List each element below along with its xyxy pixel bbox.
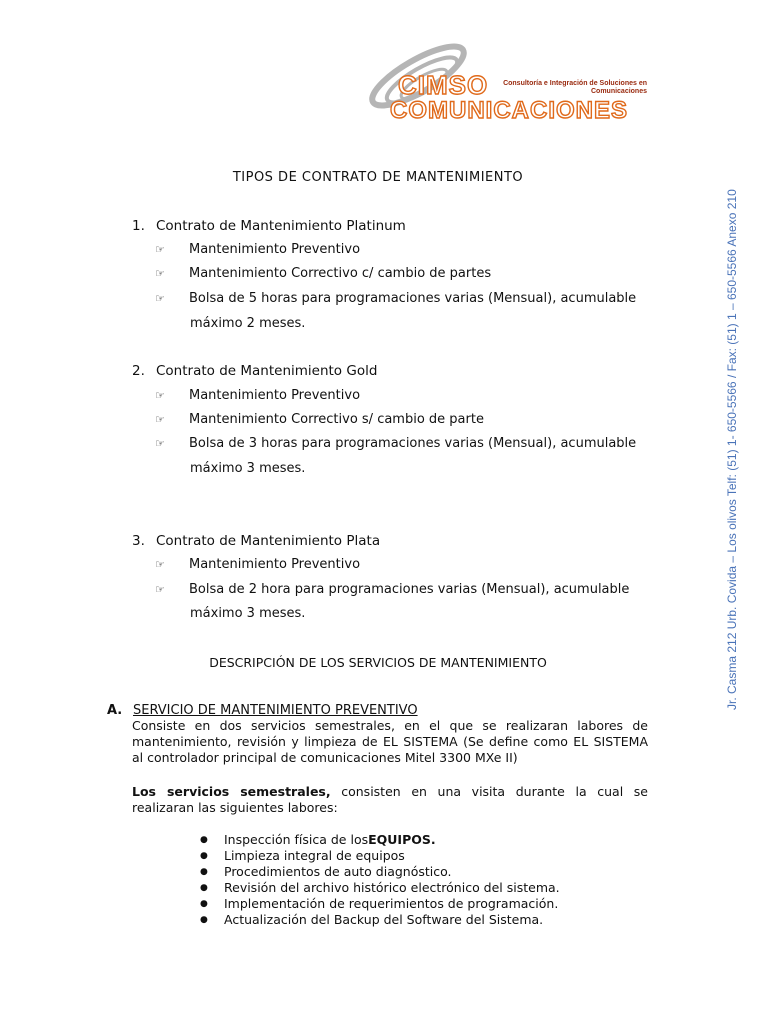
list-item: ● Procedimientos de auto diagnóstico. (200, 864, 452, 879)
section-a-paragraph-2: Los servicios semestrales, consisten en una visita durante la cual se realizaran las siguientes labores: (132, 784, 648, 815)
list-item: ● Implementación de requerimientos de programación. (200, 896, 559, 911)
contract-heading-plata: 3. Contrato de Mantenimiento Plata (132, 533, 381, 549)
list-item-continuation: máximo 3 meses. (190, 461, 306, 476)
preventive-tasks-list (200, 832, 560, 928)
pointing-hand-icon: ☞ (155, 437, 165, 450)
list-item-continuation: máximo 3 meses. (190, 606, 306, 621)
pointing-hand-icon: ☞ (155, 243, 165, 256)
services-title: DESCRIPCIÓN DE LOS SERVICIOS DE MANTENIMIENTO (209, 655, 547, 670)
list-item: ● Revisión del archivo histórico electrónico del sistema. (200, 880, 560, 895)
list-item: ☞ Bolsa de 2 hora para programaciones varias (Mensual), acumulable (155, 582, 630, 597)
list-item: ● Limpieza integral de equipos (200, 848, 405, 863)
logo-tagline (487, 80, 647, 96)
list-item: ☞ Mantenimiento Correctivo s/ cambio de parte (155, 412, 484, 427)
logo-tagline-line1: Consultoría e Integración de Soluciones en (503, 80, 647, 87)
pointing-hand-icon: ☞ (155, 389, 165, 402)
pointing-hand-icon: ☞ (155, 583, 165, 596)
bullet-icon: ● (200, 867, 208, 877)
section-a-paragraph-1: Consiste en dos servicios semestrales, en el que se realizaran labores de mantenimiento, revisión y limpieza de EL SISTEMA (Se define como EL SISTEMA al controlador principal de comunicaciones Mitel 3300 MXe II) (132, 718, 648, 765)
contract-heading-gold: 2. Contrato de Mantenimiento Gold (132, 363, 378, 379)
section-a-heading: A. SERVICIO DE MANTENIMIENTO PREVENTIVO (107, 703, 418, 718)
bullet-icon: ● (200, 915, 208, 925)
list-item: ☞ Mantenimiento Preventivo (155, 388, 361, 403)
pointing-hand-icon: ☞ (155, 558, 165, 571)
contact-address-note: Jr. Casma 212 Urb. Covida – Los olivos Telf: (51) 1- 650-5566 / Fax: (51) 1 – 650-5566 Anexo 210 (725, 189, 739, 710)
pointing-hand-icon: ☞ (155, 413, 165, 426)
list-item: ☞ Bolsa de 5 horas para programaciones varias (Mensual), acumulable (155, 291, 637, 306)
svg-text:CIMSO: CIMSO (398, 70, 489, 100)
document-title: TIPOS DE CONTRATO DE MANTENIMIENTO (232, 170, 524, 185)
pointing-hand-icon: ☞ (155, 267, 165, 280)
bullet-icon: ● (200, 883, 208, 893)
svg-text:COMUNICACIONES: COMUNICACIONES (390, 97, 629, 124)
list-item: ● Inspección física de los EQUIPOS. (200, 832, 436, 847)
pointing-hand-icon: ☞ (155, 292, 165, 305)
contract-heading-platinum: 1. Contrato de Mantenimiento Platinum (132, 218, 406, 234)
list-item: ☞ Mantenimiento Preventivo (155, 242, 361, 257)
bullet-icon: ● (200, 899, 208, 909)
logo-tagline-line2: Comunicaciones (590, 88, 647, 95)
list-item: ☞ Mantenimiento Preventivo (155, 557, 361, 572)
bullet-icon: ● (200, 851, 208, 861)
list-item: ● Actualización del Backup del Software del Sistema. (200, 912, 544, 927)
list-item: ☞ Mantenimiento Correctivo c/ cambio de partes (155, 266, 492, 281)
list-item-continuation: máximo 2 meses. (190, 316, 306, 331)
bullet-icon: ● (200, 835, 208, 845)
list-item: ☞ Bolsa de 3 horas para programaciones varias (Mensual), acumulable (155, 436, 637, 451)
